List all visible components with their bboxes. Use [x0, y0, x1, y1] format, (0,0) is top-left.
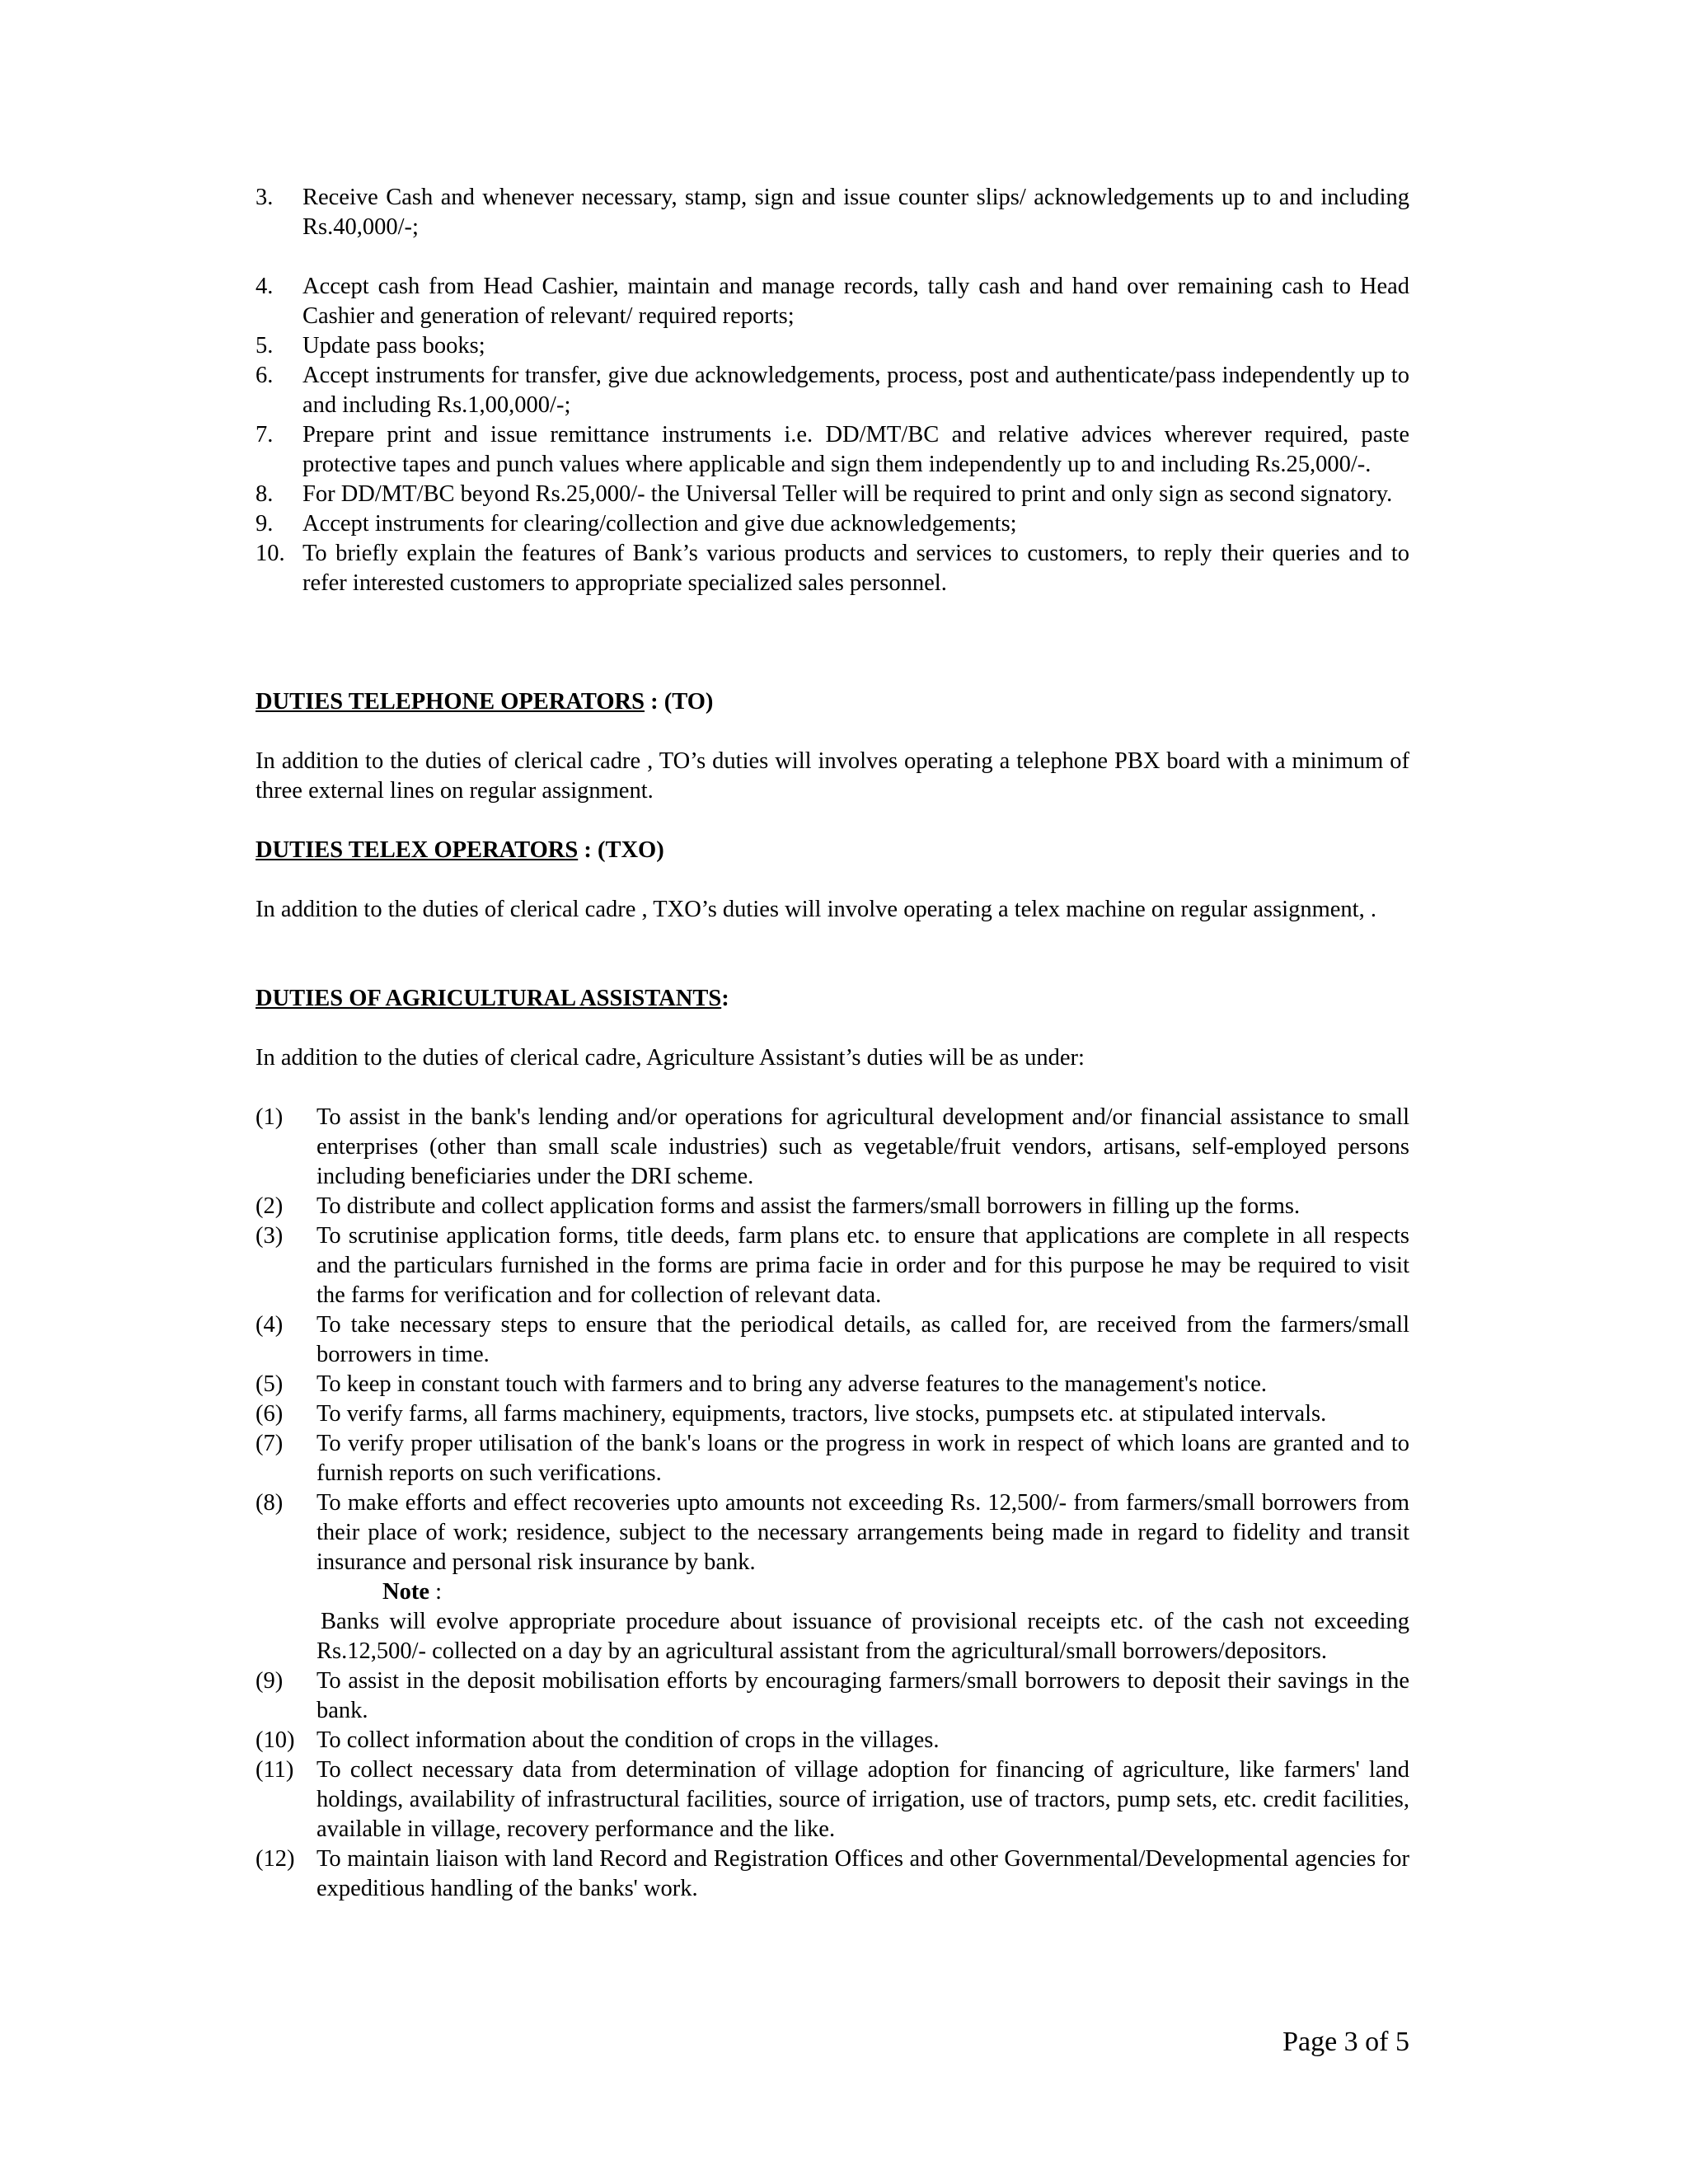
list-item-text: For DD/MT/BC beyond Rs.25,000/- the Universal Teller will be required to print and only sign as second signatory.	[302, 481, 1393, 507]
section-intro: In addition to the duties of clerical cadre, Agriculture Assistant’s duties will be as under:	[256, 1045, 1085, 1071]
list-item-number: 7.	[256, 422, 274, 448]
list-item-text: Accept instruments for clearing/collection and give due acknowledgements;	[302, 511, 1017, 537]
note-label: Note	[382, 1579, 429, 1605]
list-item-text: Prepare print and issue remittance instruments i.e. DD/MT/BC and relative advices wherever required, paste protective tapes and punch values where applicable and sign them independently up to and including Rs.25,000/-.	[302, 422, 1409, 477]
list-item	[256, 509, 1409, 539]
list-item-text: Update pass books;	[302, 333, 485, 359]
agri-duties-list	[256, 1103, 1409, 1904]
section-heading	[256, 836, 1409, 865]
list-item-number: (7)	[256, 1431, 284, 1456]
list-item	[256, 183, 1409, 242]
list-item-number: 8.	[256, 481, 274, 507]
list-item	[256, 1844, 1409, 1904]
list-item-text: To verify farms, all farms machinery, equipments, tractors, live stocks, pumpsets etc. at stipulated intervals.	[316, 1401, 1327, 1427]
list-item-text: Accept instruments for transfer, give due acknowledgements, process, post and authenticate/pass independently up to and including Rs.1,00,000/-;	[302, 363, 1409, 418]
list-item-text: To make efforts and effect recoveries upto amounts not exceeding Rs. 12,500/- from farmers/small borrowers from their place of work; residence, subject to the necessary arrangements being made in regard to fidelity and transit insurance and personal risk insurance by bank.	[316, 1490, 1409, 1575]
heading-suffix: : (TXO)	[578, 837, 664, 863]
section-heading	[256, 687, 1409, 717]
list-item-number: 9.	[256, 511, 274, 537]
heading-underlined-text: DUTIES OF AGRICULTURAL ASSISTANTS	[256, 986, 722, 1011]
list-item-text: To collect necessary data from determination of village adoption for financing of agriculture, like farmers' land holdings, availability of infrastructural facilities, source of irrigation, use of tractors, pump sets, etc. credit facilities, available in village, recovery performance and the like.	[316, 1757, 1409, 1842]
list-item	[256, 1755, 1409, 1844]
list-item-number: (6)	[256, 1401, 284, 1427]
section-body: In addition to the duties of clerical cadre , TO’s duties will involves operating a telephone PBX board with a minimum of three external lines on regular assignment.	[256, 748, 1409, 804]
list-item-text: To verify proper utilisation of the bank's loans or the progress in work in respect of which loans are granted and to furnish reports on such verifications.	[316, 1431, 1409, 1486]
list-item-text: Receive Cash and whenever necessary, stamp, sign and issue counter slips/ acknowledgements up to and including Rs.40,000/-;	[302, 185, 1409, 240]
list-item	[256, 1429, 1409, 1488]
heading-suffix: :	[721, 986, 729, 1011]
list-item-number: (1)	[256, 1104, 284, 1130]
list-item-number: 3.	[256, 185, 274, 210]
list-item-number: (10)	[256, 1727, 295, 1753]
list-item-text: To assist in the bank's lending and/or operations for agricultural development and/or financial assistance to small enterprises (other than small scale industries) such as vegetable/fruit vendors, artisans, self-employed persons including beneficiaries under the DRI scheme.	[316, 1104, 1409, 1189]
list-item	[256, 1103, 1409, 1192]
list-item	[256, 1192, 1409, 1221]
list-item-text: To scrutinise application forms, title deeds, farm plans etc. to ensure that applications are complete in all respects and the particulars furnished in the forms are prima facie in order and for this purpose he may be required to visit the farms for verification and for collection of relevant data.	[316, 1223, 1409, 1308]
list-item-text: To briefly explain the features of Bank’s various products and services to customers, to reply their queries and to refer interested customers to appropriate specialized sales personnel.	[302, 541, 1409, 596]
list-item-number: (2)	[256, 1193, 284, 1219]
list-item-text: To take necessary steps to ensure that the periodical details, as called for, are received from the farmers/small borrowers in time.	[316, 1312, 1409, 1367]
list-item-number: (12)	[256, 1846, 295, 1872]
section-telephone-operators	[256, 687, 1409, 717]
list-item	[256, 480, 1409, 509]
list-item-text: To maintain liaison with land Record and Registration Offices and other Governmental/Developmental agencies for expeditious handling of the banks' work.	[316, 1846, 1409, 1901]
list-item-number: 5.	[256, 333, 274, 359]
list-item	[256, 539, 1409, 598]
list-item	[256, 1399, 1409, 1429]
list-item-text: To distribute and collect application forms and assist the farmers/small borrowers in filling up the forms.	[316, 1193, 1301, 1219]
list-item	[256, 1666, 1409, 1726]
note-text: Banks will evolve appropriate procedure about issuance of provisional receipts etc. of the cash not exceeding Rs.12,500/- collected on a day by an agricultural assistant from the agricultural/small borrowers/depositors.	[316, 1609, 1409, 1664]
note-colon: :	[429, 1579, 443, 1605]
list-item-text: To assist in the deposit mobilisation efforts by encouraging farmers/small borrowers to deposit their savings in the bank.	[316, 1668, 1409, 1723]
clerical-duties-list	[256, 183, 1409, 598]
section-heading	[256, 984, 1409, 1014]
list-item-number: (5)	[256, 1371, 284, 1397]
note-label-line	[316, 1577, 1409, 1607]
list-item-text: Accept cash from Head Cashier, maintain and manage records, tally cash and hand over remaining cash to Head Cashier and generation of relevant/ required reports;	[302, 274, 1409, 329]
list-item-number: 10.	[256, 541, 285, 566]
list-item	[256, 420, 1409, 480]
list-item-number: (9)	[256, 1668, 284, 1694]
section-body: In addition to the duties of clerical cadre , TXO’s duties will involve operating a telex machine on regular assignment, .	[256, 897, 1376, 922]
list-item-number: 4.	[256, 274, 274, 299]
note-body	[316, 1607, 1409, 1666]
list-item	[256, 331, 1409, 361]
list-item-text: To collect information about the condition of crops in the villages.	[316, 1727, 940, 1753]
list-item-number: (3)	[256, 1223, 284, 1249]
list-item	[256, 1488, 1409, 1666]
heading-underlined-text: DUTIES TELEX OPERATORS	[256, 837, 579, 863]
heading-suffix: : (TO)	[644, 689, 714, 715]
list-item-number: (8)	[256, 1490, 284, 1516]
heading-underlined-text: DUTIES TELEPHONE OPERATORS	[256, 689, 645, 715]
section-telex-operators	[256, 836, 1409, 865]
list-item	[256, 272, 1409, 331]
list-item	[256, 1370, 1409, 1399]
page-number: Page 3 of 5	[1282, 2027, 1409, 2057]
list-item-text: To keep in constant touch with farmers and to bring any adverse features to the management's notice.	[316, 1371, 1268, 1397]
list-item-number: 6.	[256, 363, 274, 388]
list-item	[256, 361, 1409, 420]
list-item	[256, 1221, 1409, 1310]
section-agricultural-assistants	[256, 984, 1409, 1014]
list-item-number: (4)	[256, 1312, 284, 1338]
list-item	[256, 1310, 1409, 1370]
list-item-number: (11)	[256, 1757, 294, 1783]
list-item	[256, 1726, 1409, 1755]
